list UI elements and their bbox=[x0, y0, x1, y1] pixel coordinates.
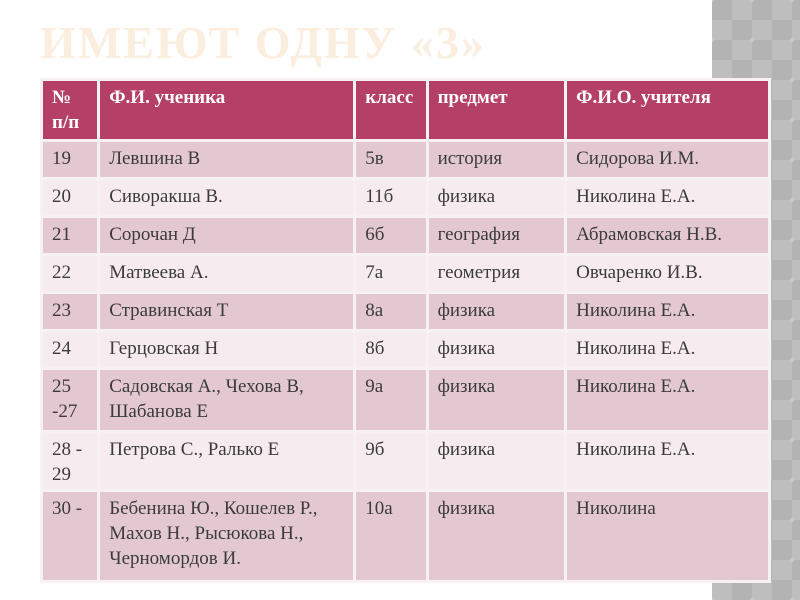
table-cell: 23 bbox=[43, 294, 97, 329]
table-cell: Герцовская Н bbox=[100, 332, 353, 367]
table-cell: Николина Е.А. bbox=[567, 180, 768, 215]
table-cell: геометрия bbox=[429, 256, 565, 291]
table-header-row bbox=[43, 81, 768, 139]
table-cell: Стравинская Т bbox=[100, 294, 353, 329]
table-cell: 9б bbox=[356, 433, 425, 489]
table-cell: Николина Е.А. bbox=[567, 433, 768, 489]
table-cell: 8а bbox=[356, 294, 425, 329]
table-cell: 19 bbox=[43, 142, 97, 177]
table-cell: физика bbox=[429, 180, 565, 215]
column-header-student: Ф.И. ученика bbox=[100, 81, 353, 139]
grades-table-grid bbox=[40, 78, 771, 583]
table-row bbox=[43, 180, 768, 215]
table-cell: Овчаренко И.В. bbox=[567, 256, 768, 291]
table-cell: физика bbox=[429, 433, 565, 489]
table-cell: 9а bbox=[356, 370, 425, 430]
table-cell: Николина bbox=[567, 492, 768, 580]
table-cell: Матвеева А. bbox=[100, 256, 353, 291]
table-cell: физика bbox=[429, 370, 565, 430]
table-cell: Николина Е.А. bbox=[567, 332, 768, 367]
table-cell: 30 - bbox=[43, 492, 97, 580]
table-cell: Левшина В bbox=[100, 142, 353, 177]
table-row bbox=[43, 256, 768, 291]
table-cell: физика bbox=[429, 492, 565, 580]
column-header-teacher: Ф.И.О. учителя bbox=[567, 81, 768, 139]
table-cell: 6б bbox=[356, 218, 425, 253]
table-cell: Садовская А., Чехова В, Шабанова Е bbox=[100, 370, 353, 430]
table-row bbox=[43, 294, 768, 329]
table-cell: 21 bbox=[43, 218, 97, 253]
table-cell: Николина Е.А. bbox=[567, 370, 768, 430]
grades-table bbox=[40, 78, 771, 583]
column-header-class: класс bbox=[356, 81, 425, 139]
table-cell: 8б bbox=[356, 332, 425, 367]
table-cell: Петрова С., Ралько Е bbox=[100, 433, 353, 489]
table-cell: 25 -27 bbox=[43, 370, 97, 430]
table-cell: 22 bbox=[43, 256, 97, 291]
table-row bbox=[43, 492, 768, 580]
column-header-number: № п/п bbox=[43, 81, 97, 139]
table-cell: Сиворакша В. bbox=[100, 180, 353, 215]
column-header-subject: предмет bbox=[429, 81, 565, 139]
table-cell: физика bbox=[429, 332, 565, 367]
table-cell: 7а bbox=[356, 256, 425, 291]
table-row bbox=[43, 433, 768, 489]
table-cell: 11б bbox=[356, 180, 425, 215]
table-cell: 20 bbox=[43, 180, 97, 215]
table-row bbox=[43, 332, 768, 367]
table-cell: история bbox=[429, 142, 565, 177]
table-cell: 10а bbox=[356, 492, 425, 580]
table-cell: 5в bbox=[356, 142, 425, 177]
table-row bbox=[43, 370, 768, 430]
table-cell: Николина Е.А. bbox=[567, 294, 768, 329]
table-row bbox=[43, 142, 768, 177]
table-row bbox=[43, 218, 768, 253]
table-cell: Абрамовская Н.В. bbox=[567, 218, 768, 253]
table-body bbox=[43, 142, 768, 580]
table-cell: Бебенина Ю., Кошелев Р., Махов Н., Рысюкова Н., Черномордов И. bbox=[100, 492, 353, 580]
table-cell: физика bbox=[429, 294, 565, 329]
table-cell: 24 bbox=[43, 332, 97, 367]
table-cell: Сидорова И.М. bbox=[567, 142, 768, 177]
slide-title: ИМЕЮТ ОДНУ «3» bbox=[40, 17, 486, 68]
table-cell: Сорочан Д bbox=[100, 218, 353, 253]
table-cell: география bbox=[429, 218, 565, 253]
table-cell: 28 - 29 bbox=[43, 433, 97, 489]
